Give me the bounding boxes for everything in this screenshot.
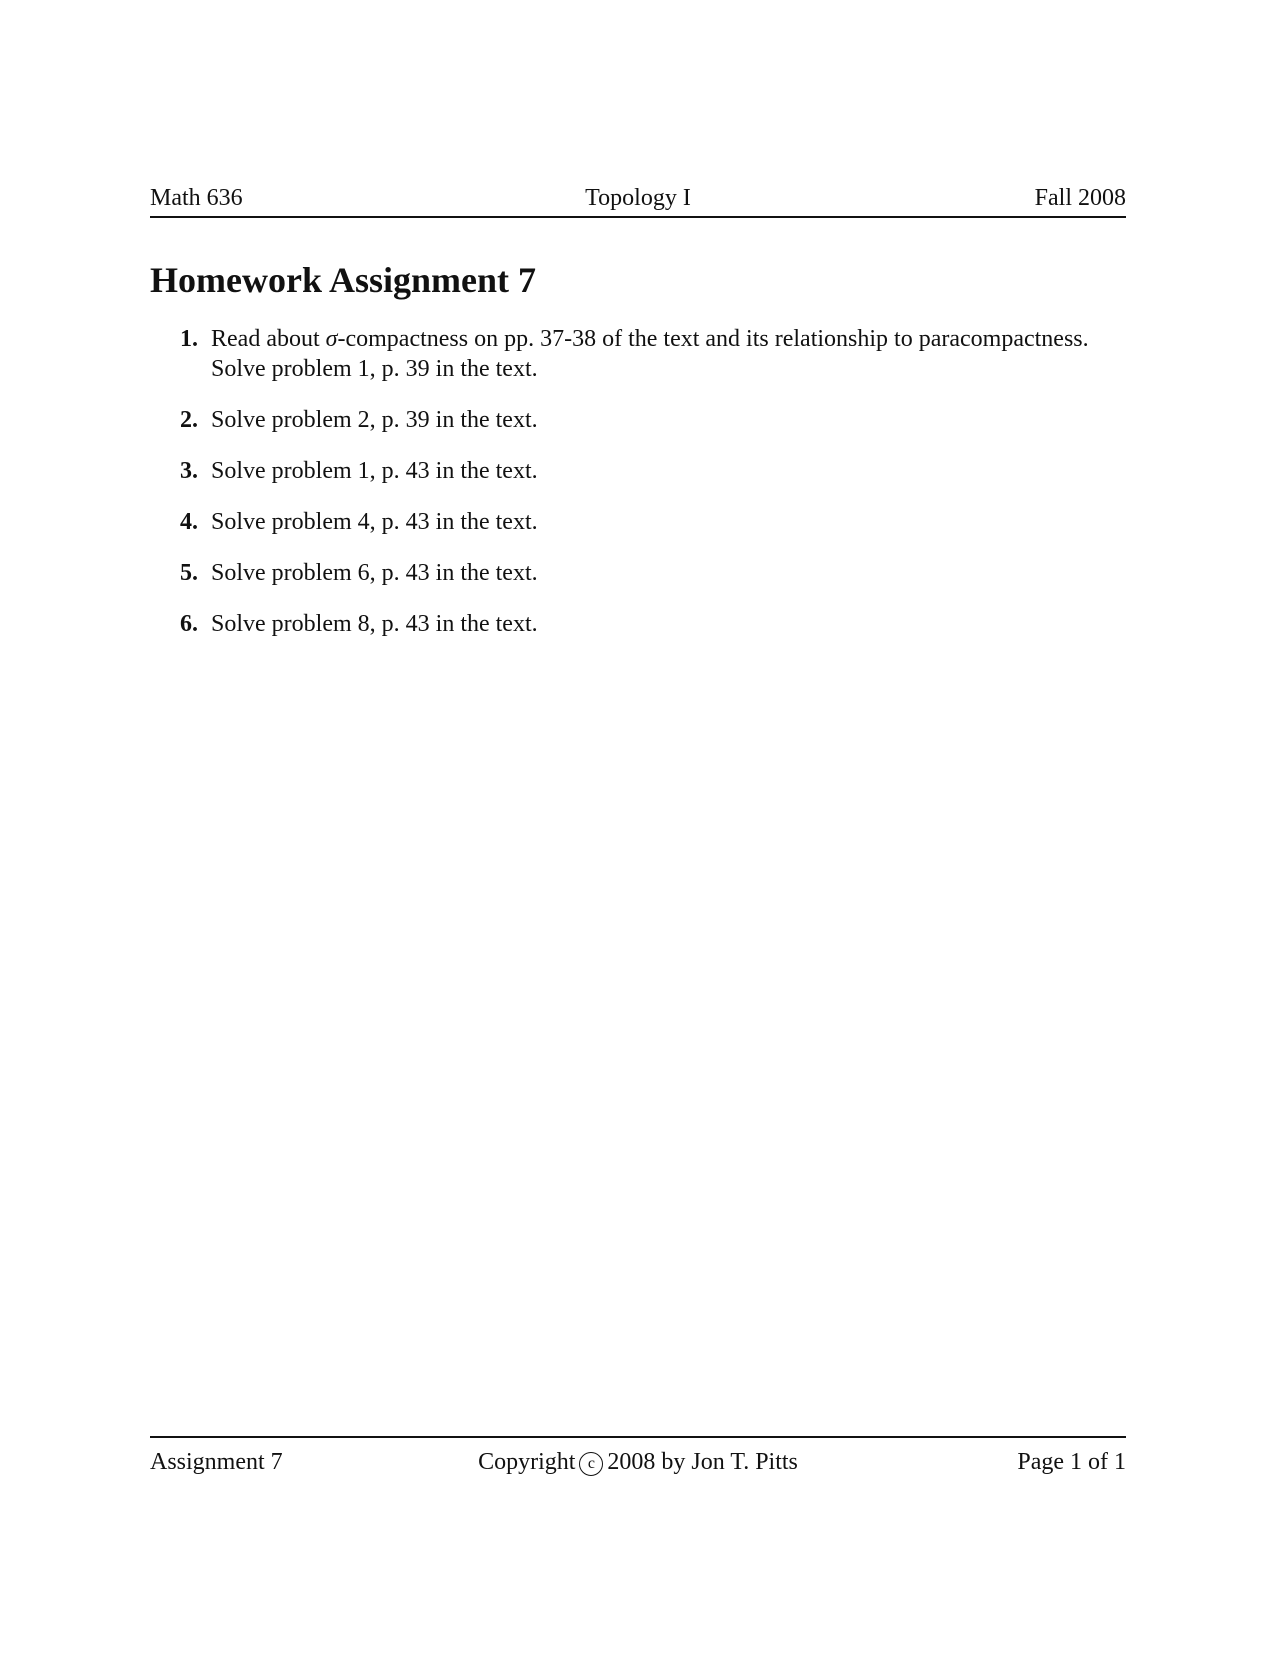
problem-list: [150, 324, 1126, 660]
problem-number: 5.: [180, 560, 198, 586]
copyright-label: Copyright: [478, 1449, 576, 1475]
problem-text-end: -compactness on pp. 37-38 of the text and its relationship to paracompactness.: [337, 326, 1089, 352]
page-number: Page 1 of 1: [1017, 1449, 1126, 1475]
sigma-symbol: σ: [325, 326, 338, 352]
problem-number: 6.: [180, 611, 198, 637]
problem-text: Solve problem 8, p. 43 in the text.: [211, 611, 538, 637]
problem-item: [150, 507, 1126, 537]
assignment-label: Assignment 7: [150, 1449, 283, 1475]
page-header: [150, 180, 1126, 218]
problem-text: Solve problem 1, p. 43 in the text.: [211, 458, 538, 484]
term: Fall 2008: [1034, 185, 1126, 211]
copyright-notice: [150, 1444, 1126, 1480]
copyright-holder: 2008 by Jon T. Pitts: [607, 1449, 798, 1475]
problem-number: 4.: [180, 509, 198, 535]
problem-number: 2.: [180, 407, 198, 433]
problem-text-line2: Solve problem 1, p. 39 in the text.: [211, 356, 538, 382]
course-number: Math 636: [150, 185, 243, 211]
page-title: Homework Assignment 7: [150, 260, 536, 300]
problem-item: [150, 405, 1126, 435]
document-page: [150, 0, 1126, 1656]
problem-item: [150, 609, 1126, 639]
problem-number: 1.: [180, 326, 198, 352]
problem-item: [150, 558, 1126, 588]
page-footer: [150, 1436, 1126, 1482]
problem-text: Solve problem 4, p. 43 in the text.: [211, 509, 538, 535]
copyright-icon: c: [579, 1452, 603, 1476]
problem-text: Solve problem 6, p. 43 in the text.: [211, 560, 538, 586]
problem-text: Solve problem 2, p. 39 in the text.: [211, 407, 538, 433]
course-title: Topology I: [585, 185, 691, 211]
problem-number: 3.: [180, 458, 198, 484]
problem-item: [150, 324, 1126, 384]
problem-text-start: Read about: [211, 326, 326, 352]
problem-item: [150, 456, 1126, 486]
